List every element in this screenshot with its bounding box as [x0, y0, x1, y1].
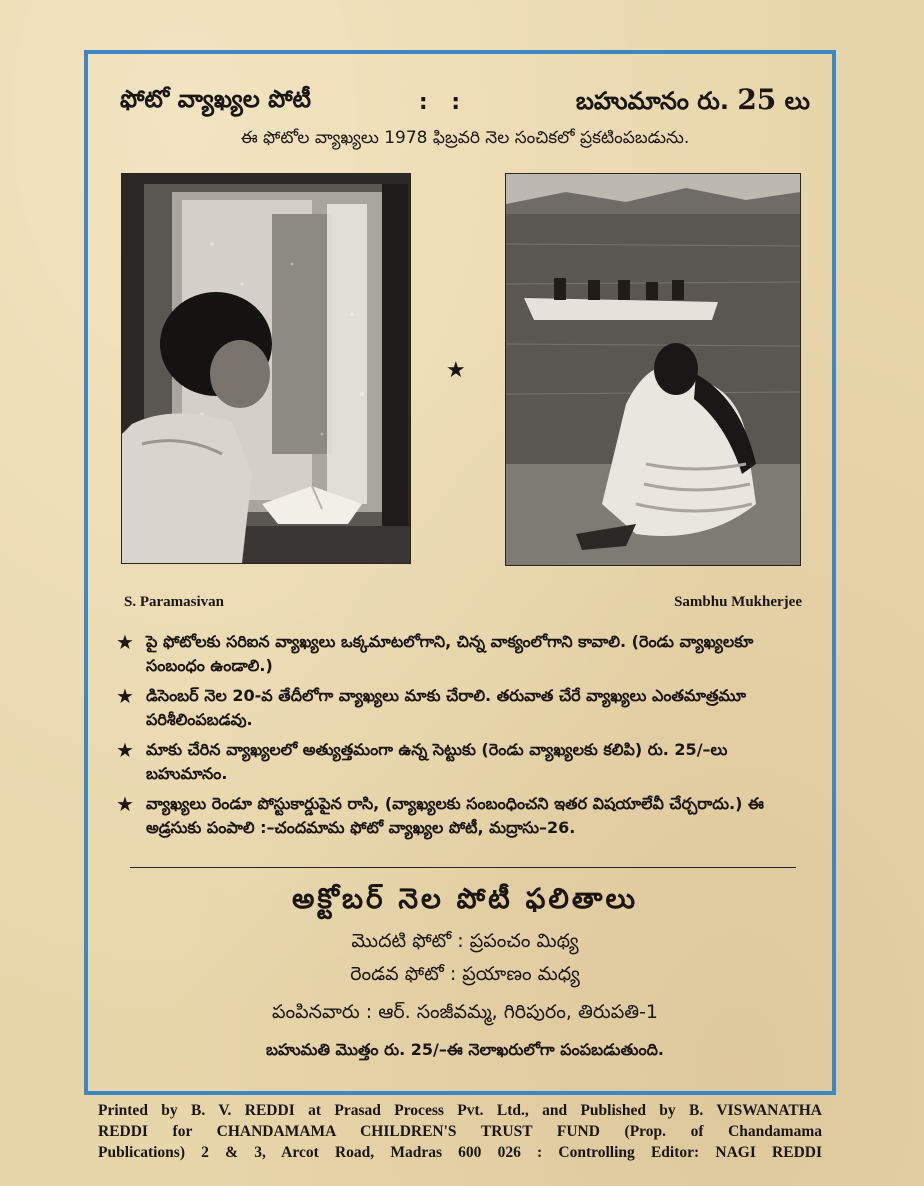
contest-title: ఫోటో వ్యాఖ్యల పోటీ: [120, 85, 312, 113]
photo-woman-by-lake: [506, 174, 800, 565]
contest-header: [120, 82, 810, 122]
first-photo-result: మొదటి ఫోటో : ప్రపంచం మిథ్య: [351, 930, 579, 952]
star-bullet-icon: ★: [116, 684, 134, 708]
contest-subtitle: ఈ ఫోటోల వ్యాఖ్యలు 1978 ఫిబ్రవరి నెల సంచికలో ప్రకటింపబడును.: [240, 128, 690, 148]
rule-item: [116, 792, 810, 840]
left-photo-credit: S. Paramasivan: [124, 594, 225, 610]
rule-item: [116, 630, 810, 678]
footer-line: Publications) 2 & 3, Arcot Road, Madras 600 026 : Controlling Editor: NAGI REDDI: [98, 1144, 822, 1161]
prize-note: బహుమతి మొత్తం రు. 25/–ఈ నెలాఖరులోగా పంపబడుతుంది.: [266, 1040, 664, 1059]
publisher-footer: [98, 1100, 822, 1163]
star-bullet-icon: ★: [116, 792, 134, 816]
rule-item: [116, 738, 810, 786]
results-title: అక్టోబర్ నెల పోటీ ఫలితాలు: [291, 882, 639, 915]
section-divider: [130, 867, 796, 868]
rule-item: [116, 684, 810, 732]
photo-child-at-window: [122, 174, 410, 563]
rule-text: డిసెంబర్ నెల 20-వ తేదీలోగా వ్యాఖ్యలు మాకు చేరాలి. తరువాత చేరే వ్యాఖ్యలు ఎంతమాత్రమూ పరిశీలింపబడవు.: [146, 686, 747, 729]
rule-text: పై ఫోటోలకు సరిఐన వ్యాఖ్యలు ఒక్కమాటలోగాని, చిన్న వాక్యంలోగాని కావాలి. (రెండు వ్యాఖ్యలకూ సంబంధం ఉండాలి.): [146, 632, 754, 675]
prize-label: [576, 83, 810, 121]
second-photo-result: రెండవ ఫోటో : ప్రయాణం మధ్య: [350, 963, 580, 985]
prize-amount: 25: [737, 83, 777, 116]
title-separator: : :: [418, 89, 469, 115]
star-bullet-icon: ★: [116, 738, 134, 762]
star-bullet-icon: ★: [116, 630, 134, 654]
rule-text: మాకు చేరిన వ్యాఖ్యలలో అత్యుత్తమంగా ఉన్న సెట్టుకు (రెండు వ్యాఖ్యలకు కలిపి) రు. 25/–లు బహుమానం.: [146, 740, 728, 783]
prize-suffix: లు: [784, 87, 810, 115]
right-photo-credit: Sambhu Mukherjee: [674, 594, 802, 610]
prize-prefix: బహుమానం రు.: [575, 87, 729, 115]
rules-list: [116, 630, 810, 846]
footer-line: REDDI for CHANDAMAMA CHILDREN'S TRUST FUND (Prop. of Chandamama: [98, 1123, 822, 1140]
rule-text: వ్యాఖ్యలు రెండూ పోస్టుకార్డుపైన రాసి, (వ్యాఖ్యలకు సంబంధించని ఇతర విషయాలేవీ చేర్చరాదు.) ఈ అడ్రసుకు పంపాలి :–చందమామ ఫోటో వ్యాఖ్యల పోటీ, మద్రాసు–26.: [146, 794, 764, 837]
footer-line: Printed by B. V. REDDI at Prasad Process Pvt. Ltd., and Published by B. VISWANATHA: [98, 1102, 822, 1119]
winner-sender: పంపినవారు : ఆర్. సంజీవమ్మ, గిరిపురం, తిరుపతి-1: [271, 1001, 659, 1023]
center-star-icon: ★: [446, 358, 466, 383]
